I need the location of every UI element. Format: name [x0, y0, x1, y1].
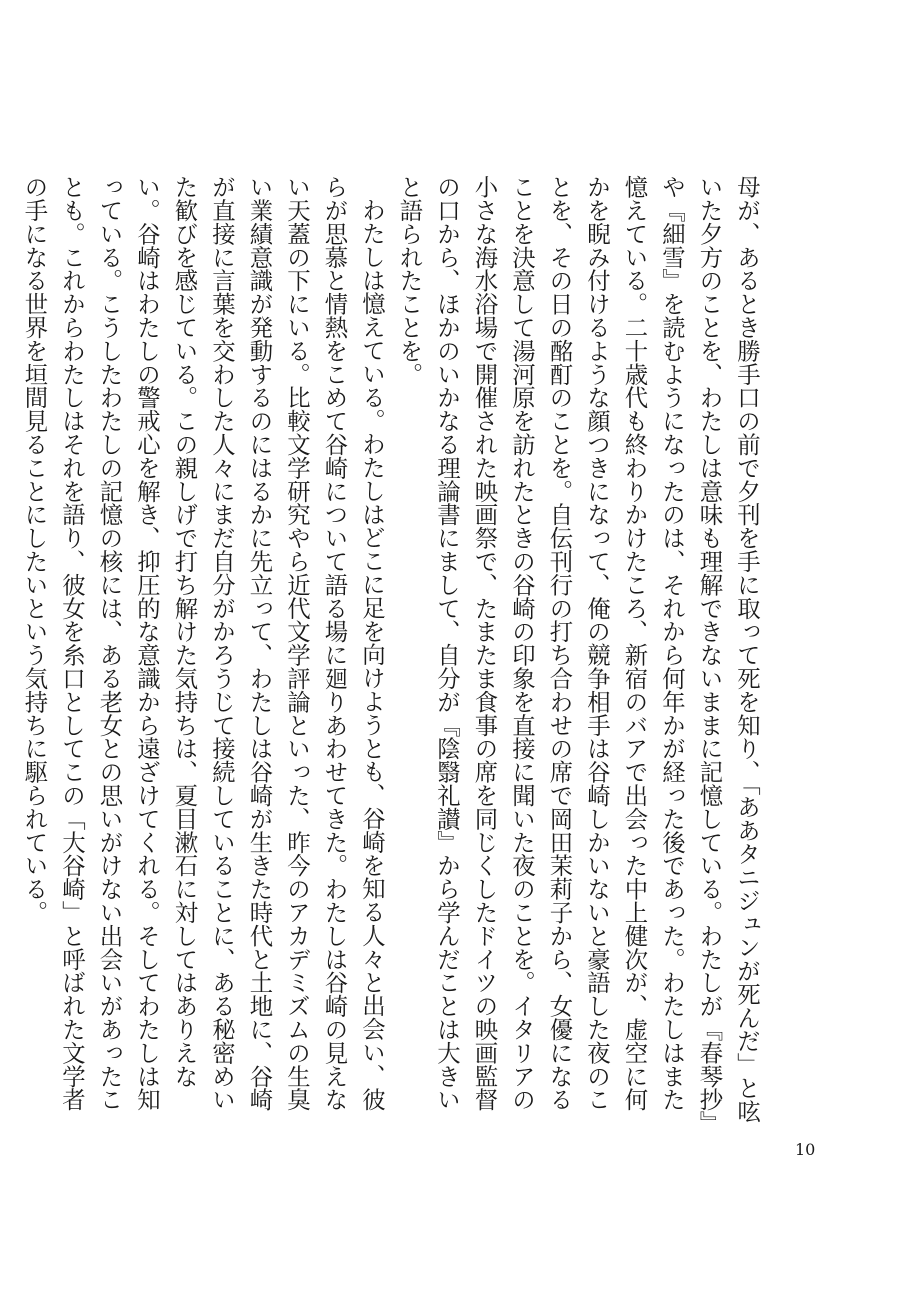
page-number: 10: [795, 1140, 816, 1159]
body-text: [20, 175, 765, 1125]
paragraph: 母が、あるとき勝手口の前で夕刊を手に取って死を知り、「ああタニジュンが死んだ」と呟いた夕方のことを、わたしは意味も理解できないままに記憶している。わたしが『春琴抄』や『細雪』を読むようになったのは、それから何年かが経った後であった。わたしはまた憶えている。二十歳代も終わりかけたころ、新宿のバアで出会った中上健次が、虚空に何かを睨み付けるような顔つきになって、俺の競争相手は谷崎しかいないと豪語した夜のことを、その日の酩酊のことを。自伝刊行の打ち合わせの席で岡田茉莉子から、女優になることを決意して湯河原を訪れたときの谷崎の印象を直接に聞いた夜のことを。イタリアの小さな海水浴場で開催された映画祭で、たまたま食事の席を同じくしたドイツの映画監督の口から、ほかのいかなる理論書にまして、自分が『陰翳礼讃』から学んだことは大きいと語られたことを。: [395, 175, 761, 1123]
paragraph: わたしは憶えている。わたしはどこに足を向けようとも、谷崎を知る人々と出会い、彼らが思慕と情熱をこめて谷崎について語る場に廻りあわせてきた。わたしは谷崎の見えない天蓋の下にいる。比較文学研究やら近代文学評論といった、昨今のアカデミズムの生臭い業績意識が発動するのにはるかに先立って、わたしは谷崎が生きた時代と土地に、谷崎が直接に言葉を交わした人々にまだ自分がかろうじて接続していることに、ある秘密めいた歓びを感じている。この親しげで打ち解けた気持ちは、夏目漱石に対してはありえない。谷崎はわたしの警戒心を解き、抑圧的な意識から遠ざけてくれる。そしてわたしは知っている。こうしたわたしの記憶の核には、ある老女との思いがけない出会いがあったことも。これからわたしはそれを語り、彼女を糸口としてこの「大谷崎」と呼ばれた文学者の手になる世界を垣間見ることにしたいという気持ちに駆られている。: [20, 175, 386, 1111]
